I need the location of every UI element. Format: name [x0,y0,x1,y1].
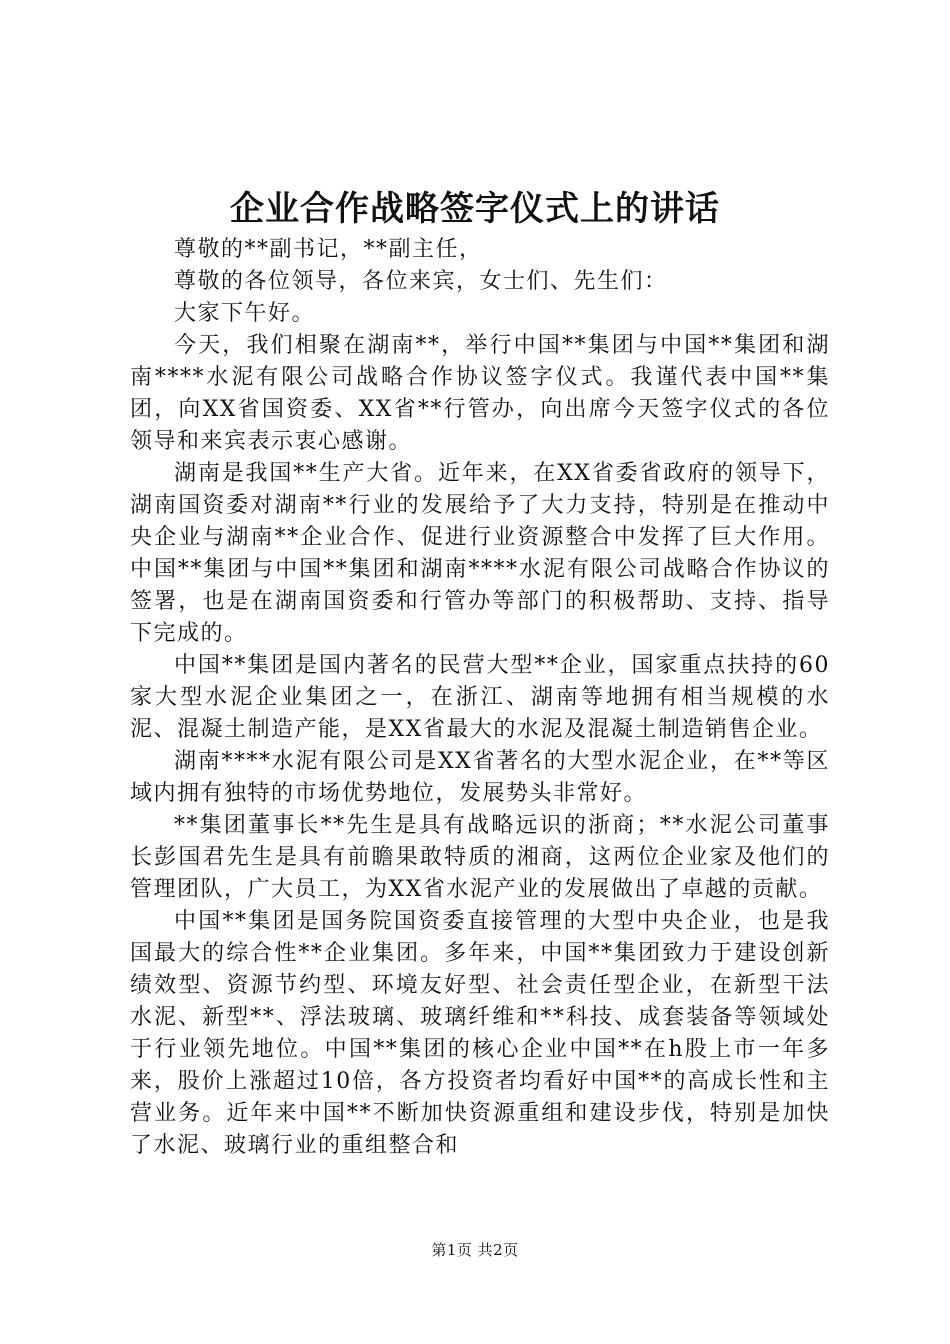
greeting-line: 大家下午好。 [174,301,316,326]
body-paragraph: 今天，我们相聚在湖南**，举行中国**集团与中国**集团和湖南****水泥有限公司战略合作协议签字仪式。我谨代表中国**集团，向XX省国资委、XX省**行管办，向出席今天签字仪式的各位领导和来宾表示衷心感谢。 [130,333,830,454]
salutation-line-2: 尊敬的各位领导，各位来宾，女士们、先生们： [174,269,668,294]
document-title: 企业合作战略签字仪式上的讲话 [230,189,720,229]
page-number-footer: 第1页 共2页 [431,1241,519,1259]
body-paragraph: **集团董事长**先生是具有战略远识的浙商；**水泥公司董事长彭国君先生是具有前瞻果敢特质的湘商，这两位企业家及他们的管理团队，广大员工，为XX省水泥产业的发展做出了卓越的贡献。 [130,813,830,902]
document-body [130,234,830,1162]
body-paragraph: 中国**集团是国务院国资委直接管理的大型中央企业，也是我国最大的综合性**企业集团。多年来，中国**集团致力于建设创新绩效型、资源节约型、环境友好型、社会责任型企业，在新型干法水泥、新型**、浮法玻璃、玻璃纤维和**科技、成套装备等领域处于行业领先地位。中国**集团的核心企业中国**在h股上市一年多来，股价上涨超过10倍，各方投资者均看好中国**的高成长性和主营业务。近年来中国**不断加快资源重组和建设步伐，特别是加快了水泥、玻璃行业的重组整合和 [130,909,830,1158]
salutation-line-1: 尊敬的**副书记，**副主任， [174,237,483,262]
body-paragraph: 中国**集团是国内著名的民营大型**企业，国家重点扶持的60家大型水泥企业集团之一，在浙江、湖南等地拥有相当规模的水泥、混凝土制造产能，是XX省最大的水泥及混凝土制造销售企业。 [130,653,830,742]
body-paragraph: 湖南****水泥有限公司是XX省著名的大型水泥企业，在**等区域内拥有独特的市场优势地位，发展势头非常好。 [130,749,830,806]
body-paragraph: 湖南是我国**生产大省。近年来，在XX省委省政府的领导下，湖南国资委对湖南**行业的发展给予了大力支持，特别是在推动中央企业与湖南**企业合作、促进行业资源整合中发挥了巨大作用。中国**集团与中国**集团和湖南****水泥有限公司战略合作协议的签署，也是在湖南国资委和行管办等部门的积极帮助、支持、指导下完成的。 [130,461,830,646]
